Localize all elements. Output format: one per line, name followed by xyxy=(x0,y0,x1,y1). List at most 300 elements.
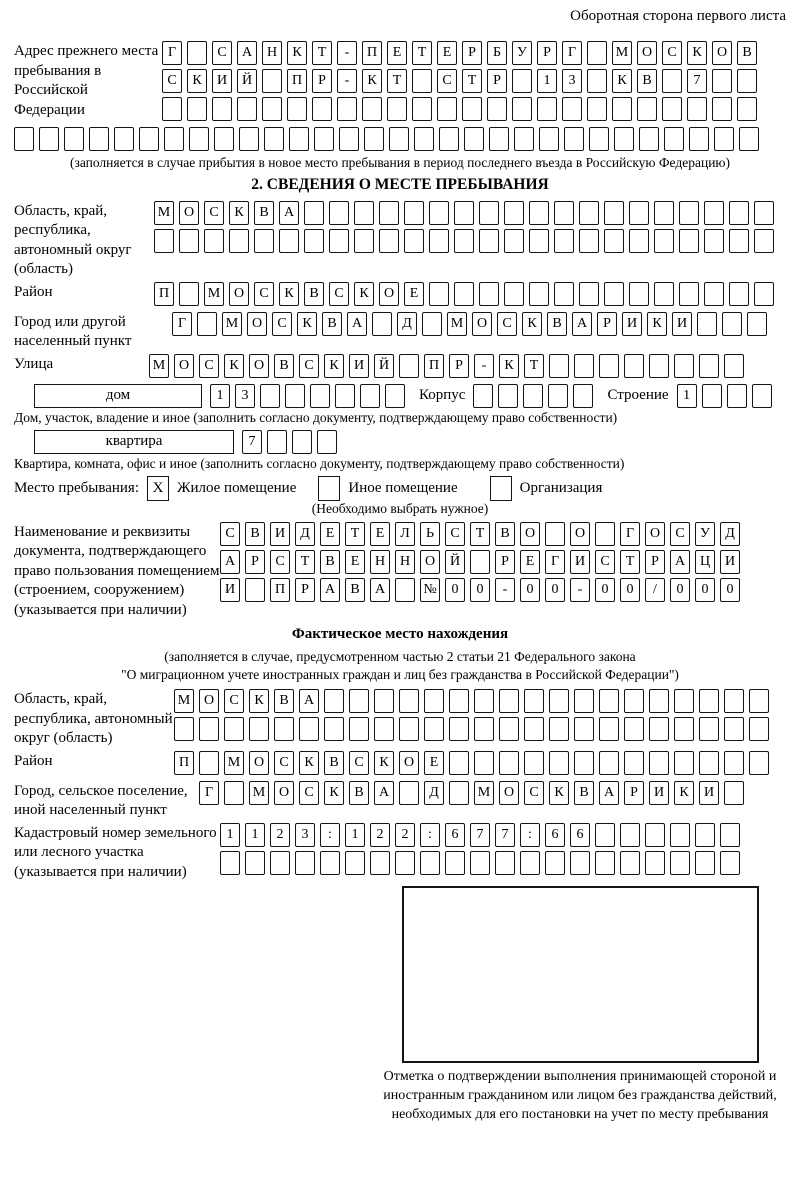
form-cell[interactable]: Н xyxy=(395,550,415,574)
form-cell[interactable]: Ц xyxy=(695,550,715,574)
form-cell[interactable]: № xyxy=(420,578,440,602)
form-cell[interactable] xyxy=(620,823,640,847)
form-cell[interactable] xyxy=(722,312,742,336)
form-cell[interactable] xyxy=(212,97,232,121)
form-cell[interactable]: 3 xyxy=(235,384,255,408)
form-cell[interactable] xyxy=(654,282,674,306)
form-cell[interactable]: В xyxy=(349,781,369,805)
form-cell[interactable]: К xyxy=(299,751,319,775)
stay-type-checkbox-residential[interactable]: X xyxy=(147,476,169,501)
form-cell[interactable] xyxy=(737,97,757,121)
form-cell[interactable]: О xyxy=(249,751,269,775)
form-cell[interactable]: 1 xyxy=(537,69,557,93)
form-cell[interactable] xyxy=(404,229,424,253)
form-cell[interactable] xyxy=(214,127,234,151)
form-cell[interactable]: К xyxy=(674,781,694,805)
form-cell[interactable]: К xyxy=(224,354,244,378)
form-cell[interactable]: С xyxy=(670,522,690,546)
form-cell[interactable] xyxy=(204,229,224,253)
form-cell[interactable] xyxy=(674,689,694,713)
form-cell[interactable]: 6 xyxy=(445,823,465,847)
form-cell[interactable] xyxy=(749,751,769,775)
form-cell[interactable]: А xyxy=(374,781,394,805)
form-cell[interactable]: - xyxy=(495,578,515,602)
form-cell[interactable]: 0 xyxy=(595,578,615,602)
form-cell[interactable] xyxy=(699,751,719,775)
form-cell[interactable]: О xyxy=(179,201,199,225)
form-cell[interactable]: А xyxy=(299,689,319,713)
form-cell[interactable]: С xyxy=(204,201,224,225)
form-cell[interactable] xyxy=(304,229,324,253)
form-cell[interactable]: С xyxy=(270,550,290,574)
form-cell[interactable]: К xyxy=(499,354,519,378)
form-cell[interactable]: - xyxy=(337,69,357,93)
form-cell[interactable] xyxy=(554,282,574,306)
form-cell[interactable]: А xyxy=(670,550,690,574)
form-cell[interactable] xyxy=(523,384,543,408)
form-cell[interactable]: К xyxy=(324,781,344,805)
form-cell[interactable] xyxy=(512,97,532,121)
form-cell[interactable]: С xyxy=(274,751,294,775)
form-cell[interactable] xyxy=(320,851,340,875)
form-cell[interactable] xyxy=(229,229,249,253)
form-cell[interactable] xyxy=(304,201,324,225)
form-cell[interactable]: О xyxy=(637,41,657,65)
form-cell[interactable]: Д xyxy=(397,312,417,336)
form-cell[interactable]: Т xyxy=(412,41,432,65)
form-cell[interactable] xyxy=(387,97,407,121)
form-cell[interactable]: Р xyxy=(449,354,469,378)
form-cell[interactable]: О xyxy=(274,781,294,805)
form-cell[interactable] xyxy=(549,689,569,713)
form-cell[interactable]: Е xyxy=(345,550,365,574)
form-cell[interactable]: Т xyxy=(312,41,332,65)
form-cell[interactable] xyxy=(624,354,644,378)
form-cell[interactable] xyxy=(729,201,749,225)
form-cell[interactable]: 0 xyxy=(670,578,690,602)
form-cell[interactable]: 1 xyxy=(677,384,697,408)
form-cell[interactable]: О xyxy=(247,312,267,336)
form-cell[interactable] xyxy=(292,430,312,454)
form-cell[interactable] xyxy=(335,384,355,408)
form-cell[interactable] xyxy=(573,384,593,408)
form-cell[interactable] xyxy=(587,41,607,65)
form-cell[interactable] xyxy=(524,689,544,713)
form-cell[interactable]: Ь xyxy=(420,522,440,546)
form-cell[interactable]: О xyxy=(499,781,519,805)
form-cell[interactable] xyxy=(587,97,607,121)
form-cell[interactable] xyxy=(429,201,449,225)
form-cell[interactable] xyxy=(514,127,534,151)
form-cell[interactable] xyxy=(614,127,634,151)
form-cell[interactable] xyxy=(412,69,432,93)
form-cell[interactable]: М xyxy=(154,201,174,225)
form-cell[interactable]: Р xyxy=(245,550,265,574)
form-cell[interactable]: Т xyxy=(470,522,490,546)
form-cell[interactable] xyxy=(162,97,182,121)
form-cell[interactable] xyxy=(662,69,682,93)
form-cell[interactable]: С xyxy=(497,312,517,336)
form-cell[interactable] xyxy=(399,354,419,378)
form-cell[interactable]: И xyxy=(649,781,669,805)
form-cell[interactable] xyxy=(199,717,219,741)
form-cell[interactable] xyxy=(414,127,434,151)
form-cell[interactable]: С xyxy=(254,282,274,306)
form-cell[interactable] xyxy=(379,201,399,225)
form-cell[interactable] xyxy=(474,751,494,775)
form-cell[interactable]: Й xyxy=(374,354,394,378)
form-cell[interactable] xyxy=(412,97,432,121)
form-cell[interactable] xyxy=(702,384,722,408)
form-cell[interactable] xyxy=(754,201,774,225)
form-cell[interactable] xyxy=(574,354,594,378)
form-cell[interactable] xyxy=(549,354,569,378)
form-cell[interactable] xyxy=(612,97,632,121)
form-cell[interactable]: У xyxy=(695,522,715,546)
form-cell[interactable]: Н xyxy=(262,41,282,65)
form-cell[interactable]: К xyxy=(297,312,317,336)
form-cell[interactable]: И xyxy=(570,550,590,574)
form-cell[interactable] xyxy=(645,851,665,875)
form-cell[interactable] xyxy=(604,282,624,306)
form-cell[interactable] xyxy=(464,127,484,151)
form-cell[interactable] xyxy=(504,229,524,253)
form-cell[interactable]: И xyxy=(672,312,692,336)
form-cell[interactable]: Г xyxy=(620,522,640,546)
form-cell[interactable] xyxy=(720,823,740,847)
form-cell[interactable] xyxy=(164,127,184,151)
form-cell[interactable]: Р xyxy=(462,41,482,65)
form-cell[interactable] xyxy=(329,229,349,253)
form-cell[interactable]: В xyxy=(304,282,324,306)
form-cell[interactable] xyxy=(687,97,707,121)
form-cell[interactable]: А xyxy=(599,781,619,805)
form-cell[interactable]: Р xyxy=(537,41,557,65)
form-cell[interactable] xyxy=(267,430,287,454)
form-cell[interactable] xyxy=(479,282,499,306)
form-cell[interactable]: И xyxy=(270,522,290,546)
form-cell[interactable] xyxy=(349,717,369,741)
form-cell[interactable] xyxy=(724,717,744,741)
form-cell[interactable] xyxy=(629,229,649,253)
form-cell[interactable]: В xyxy=(574,781,594,805)
form-cell[interactable] xyxy=(714,127,734,151)
form-cell[interactable]: В xyxy=(324,751,344,775)
form-cell[interactable] xyxy=(449,781,469,805)
form-cell[interactable]: М xyxy=(249,781,269,805)
form-cell[interactable]: О xyxy=(199,689,219,713)
form-cell[interactable] xyxy=(239,127,259,151)
form-cell[interactable]: А xyxy=(320,578,340,602)
form-cell[interactable] xyxy=(674,717,694,741)
form-cell[interactable] xyxy=(279,229,299,253)
form-cell[interactable]: - xyxy=(337,41,357,65)
form-cell[interactable] xyxy=(499,751,519,775)
form-cell[interactable]: В xyxy=(320,550,340,574)
form-cell[interactable] xyxy=(674,354,694,378)
form-cell[interactable] xyxy=(654,201,674,225)
form-cell[interactable] xyxy=(345,851,365,875)
form-cell[interactable] xyxy=(249,717,269,741)
form-cell[interactable]: И xyxy=(212,69,232,93)
form-cell[interactable]: Е xyxy=(370,522,390,546)
form-cell[interactable] xyxy=(14,127,34,151)
form-cell[interactable] xyxy=(752,384,772,408)
form-cell[interactable]: С xyxy=(299,354,319,378)
form-cell[interactable]: 7 xyxy=(687,69,707,93)
form-cell[interactable]: Р xyxy=(312,69,332,93)
form-cell[interactable] xyxy=(374,717,394,741)
form-cell[interactable]: Г xyxy=(199,781,219,805)
form-cell[interactable] xyxy=(649,354,669,378)
form-cell[interactable]: К xyxy=(279,282,299,306)
form-cell[interactable]: М xyxy=(204,282,224,306)
form-cell[interactable] xyxy=(454,201,474,225)
form-cell[interactable] xyxy=(349,689,369,713)
form-cell[interactable]: 0 xyxy=(545,578,565,602)
form-cell[interactable]: Г xyxy=(172,312,192,336)
form-cell[interactable] xyxy=(529,282,549,306)
form-cell[interactable]: 0 xyxy=(620,578,640,602)
form-cell[interactable] xyxy=(372,312,392,336)
form-cell[interactable] xyxy=(545,522,565,546)
form-cell[interactable]: С xyxy=(437,69,457,93)
form-cell[interactable] xyxy=(429,282,449,306)
form-cell[interactable]: Т xyxy=(295,550,315,574)
form-cell[interactable] xyxy=(520,851,540,875)
form-cell[interactable] xyxy=(724,689,744,713)
form-cell[interactable]: С xyxy=(220,522,240,546)
form-cell[interactable] xyxy=(399,689,419,713)
form-cell[interactable] xyxy=(654,229,674,253)
form-cell[interactable] xyxy=(420,851,440,875)
form-cell[interactable]: М xyxy=(612,41,632,65)
form-cell[interactable]: 2 xyxy=(395,823,415,847)
form-cell[interactable] xyxy=(579,201,599,225)
form-cell[interactable] xyxy=(662,97,682,121)
form-cell[interactable] xyxy=(237,97,257,121)
form-cell[interactable]: С xyxy=(524,781,544,805)
form-cell[interactable]: 7 xyxy=(495,823,515,847)
form-cell[interactable] xyxy=(624,717,644,741)
form-cell[interactable] xyxy=(712,69,732,93)
form-cell[interactable]: П xyxy=(270,578,290,602)
form-cell[interactable] xyxy=(729,229,749,253)
form-cell[interactable] xyxy=(339,127,359,151)
form-cell[interactable] xyxy=(479,201,499,225)
form-cell[interactable]: : xyxy=(520,823,540,847)
form-cell[interactable] xyxy=(495,851,515,875)
form-cell[interactable]: Д xyxy=(720,522,740,546)
form-cell[interactable] xyxy=(245,578,265,602)
form-cell[interactable] xyxy=(548,384,568,408)
form-cell[interactable] xyxy=(364,127,384,151)
form-cell[interactable] xyxy=(474,689,494,713)
form-cell[interactable]: К xyxy=(522,312,542,336)
stay-type-checkbox-organization[interactable] xyxy=(490,476,512,501)
form-cell[interactable] xyxy=(310,384,330,408)
form-cell[interactable] xyxy=(499,717,519,741)
form-cell[interactable] xyxy=(564,127,584,151)
form-cell[interactable] xyxy=(589,127,609,151)
form-cell[interactable]: С xyxy=(445,522,465,546)
form-cell[interactable]: С xyxy=(272,312,292,336)
form-cell[interactable]: О xyxy=(420,550,440,574)
form-cell[interactable] xyxy=(704,201,724,225)
form-cell[interactable]: С xyxy=(212,41,232,65)
form-cell[interactable] xyxy=(399,717,419,741)
form-cell[interactable] xyxy=(587,69,607,93)
form-cell[interactable] xyxy=(454,229,474,253)
form-cell[interactable] xyxy=(379,229,399,253)
form-cell[interactable]: Г xyxy=(162,41,182,65)
form-cell[interactable] xyxy=(174,717,194,741)
form-cell[interactable] xyxy=(629,282,649,306)
form-cell[interactable] xyxy=(699,689,719,713)
form-cell[interactable] xyxy=(270,851,290,875)
form-cell[interactable] xyxy=(639,127,659,151)
form-cell[interactable]: Е xyxy=(404,282,424,306)
form-cell[interactable]: А xyxy=(220,550,240,574)
form-cell[interactable] xyxy=(679,201,699,225)
form-cell[interactable] xyxy=(285,384,305,408)
form-cell[interactable] xyxy=(187,41,207,65)
form-cell[interactable] xyxy=(524,751,544,775)
form-cell[interactable]: О xyxy=(399,751,419,775)
form-cell[interactable] xyxy=(554,229,574,253)
form-cell[interactable]: Л xyxy=(395,522,415,546)
form-cell[interactable]: И xyxy=(699,781,719,805)
form-cell[interactable] xyxy=(679,282,699,306)
form-cell[interactable] xyxy=(274,717,294,741)
form-cell[interactable] xyxy=(329,201,349,225)
form-cell[interactable]: А xyxy=(237,41,257,65)
form-cell[interactable] xyxy=(404,201,424,225)
form-cell[interactable] xyxy=(154,229,174,253)
form-cell[interactable]: 6 xyxy=(570,823,590,847)
form-cell[interactable] xyxy=(570,851,590,875)
form-cell[interactable] xyxy=(695,823,715,847)
form-cell[interactable] xyxy=(739,127,759,151)
form-cell[interactable] xyxy=(262,97,282,121)
form-cell[interactable]: В xyxy=(245,522,265,546)
form-cell[interactable]: Р xyxy=(645,550,665,574)
form-cell[interactable] xyxy=(260,384,280,408)
form-cell[interactable]: Р xyxy=(295,578,315,602)
form-cell[interactable] xyxy=(264,127,284,151)
form-cell[interactable]: В xyxy=(495,522,515,546)
form-cell[interactable]: Д xyxy=(424,781,444,805)
form-cell[interactable]: / xyxy=(645,578,665,602)
form-cell[interactable] xyxy=(317,430,337,454)
form-cell[interactable]: С xyxy=(662,41,682,65)
form-cell[interactable]: С xyxy=(329,282,349,306)
form-cell[interactable] xyxy=(314,127,334,151)
form-cell[interactable]: Т xyxy=(462,69,482,93)
form-cell[interactable]: Т xyxy=(620,550,640,574)
form-cell[interactable]: Е xyxy=(437,41,457,65)
form-cell[interactable]: И xyxy=(622,312,642,336)
form-cell[interactable]: П xyxy=(362,41,382,65)
form-cell[interactable]: И xyxy=(720,550,740,574)
form-cell[interactable]: 1 xyxy=(245,823,265,847)
form-cell[interactable]: М xyxy=(174,689,194,713)
form-cell[interactable] xyxy=(649,717,669,741)
form-cell[interactable]: В xyxy=(254,201,274,225)
form-cell[interactable] xyxy=(695,851,715,875)
form-cell[interactable] xyxy=(437,97,457,121)
form-cell[interactable] xyxy=(470,851,490,875)
form-cell[interactable]: О xyxy=(520,522,540,546)
form-cell[interactable] xyxy=(599,717,619,741)
form-cell[interactable] xyxy=(424,689,444,713)
form-cell[interactable]: К xyxy=(647,312,667,336)
form-cell[interactable] xyxy=(399,781,419,805)
form-cell[interactable] xyxy=(737,69,757,93)
form-cell[interactable]: К xyxy=(287,41,307,65)
form-cell[interactable] xyxy=(64,127,84,151)
form-cell[interactable]: 1 xyxy=(345,823,365,847)
form-cell[interactable]: О xyxy=(249,354,269,378)
form-cell[interactable]: К xyxy=(362,69,382,93)
form-cell[interactable]: К xyxy=(187,69,207,93)
form-cell[interactable] xyxy=(624,689,644,713)
form-cell[interactable]: Н xyxy=(370,550,390,574)
form-cell[interactable] xyxy=(512,69,532,93)
form-cell[interactable]: - xyxy=(474,354,494,378)
form-cell[interactable] xyxy=(289,127,309,151)
form-cell[interactable] xyxy=(574,717,594,741)
form-cell[interactable] xyxy=(370,851,390,875)
form-cell[interactable] xyxy=(199,751,219,775)
form-cell[interactable]: О xyxy=(379,282,399,306)
form-cell[interactable]: Т xyxy=(524,354,544,378)
form-cell[interactable]: : xyxy=(320,823,340,847)
form-cell[interactable]: А xyxy=(370,578,390,602)
form-cell[interactable] xyxy=(637,97,657,121)
form-cell[interactable]: 7 xyxy=(242,430,262,454)
form-cell[interactable] xyxy=(422,312,442,336)
form-cell[interactable]: 2 xyxy=(370,823,390,847)
form-cell[interactable]: 1 xyxy=(210,384,230,408)
form-cell[interactable]: А xyxy=(572,312,592,336)
form-cell[interactable]: П xyxy=(174,751,194,775)
form-cell[interactable] xyxy=(754,229,774,253)
form-cell[interactable]: Й xyxy=(445,550,465,574)
form-cell[interactable]: Р xyxy=(597,312,617,336)
form-cell[interactable]: К xyxy=(229,201,249,225)
form-cell[interactable] xyxy=(395,578,415,602)
form-cell[interactable] xyxy=(395,851,415,875)
form-cell[interactable] xyxy=(424,717,444,741)
form-cell[interactable]: 0 xyxy=(520,578,540,602)
form-cell[interactable] xyxy=(579,229,599,253)
form-cell[interactable]: В xyxy=(322,312,342,336)
form-cell[interactable]: 3 xyxy=(295,823,315,847)
form-cell[interactable]: - xyxy=(570,578,590,602)
form-cell[interactable] xyxy=(539,127,559,151)
form-cell[interactable] xyxy=(470,550,490,574)
form-cell[interactable] xyxy=(562,97,582,121)
form-cell[interactable] xyxy=(724,354,744,378)
form-cell[interactable]: К xyxy=(324,354,344,378)
form-cell[interactable] xyxy=(720,851,740,875)
form-cell[interactable] xyxy=(599,751,619,775)
form-cell[interactable] xyxy=(549,717,569,741)
form-cell[interactable]: С xyxy=(224,689,244,713)
form-cell[interactable] xyxy=(189,127,209,151)
form-cell[interactable] xyxy=(712,97,732,121)
